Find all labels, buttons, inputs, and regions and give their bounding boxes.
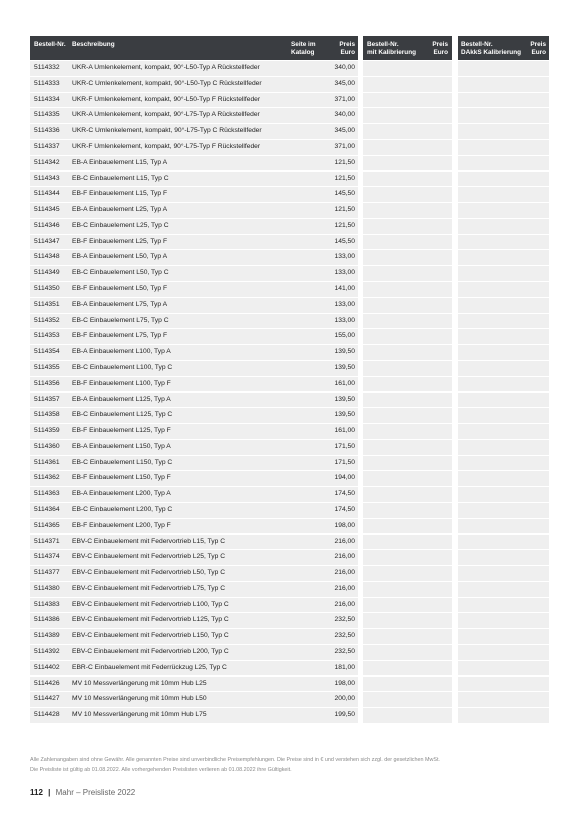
table-row — [30, 187, 358, 202]
order-number-cell: 5114374 — [34, 553, 60, 561]
empty-row — [458, 203, 549, 218]
order-number-cell: 5114386 — [34, 616, 60, 624]
header-price-dakks: Preis Euro — [530, 41, 546, 56]
empty-row — [363, 471, 452, 486]
order-number-cell: 5114337 — [34, 143, 60, 150]
table-row — [30, 550, 358, 565]
order-number-cell: 5114347 — [34, 237, 60, 245]
empty-row — [458, 440, 549, 455]
table-row — [30, 61, 358, 76]
empty-row — [458, 503, 549, 518]
empty-row — [458, 282, 549, 297]
legal-note — [30, 755, 440, 775]
description-cell: UKR-A Umlenkelement, kompakt, 90°-L75-Typ A Rückstellfeder — [72, 111, 260, 119]
table-row — [30, 535, 358, 550]
price-cell: 194,00 — [334, 474, 355, 482]
price-cell: 232,50 — [334, 616, 355, 624]
order-number-cell: 5114351 — [34, 300, 60, 308]
price-cell: 345,00 — [334, 79, 355, 87]
description-cell: EB-F Einbauelement L200, Typ F — [72, 521, 171, 529]
price-cell: 340,00 — [334, 111, 355, 119]
empty-row — [458, 535, 549, 550]
order-number-cell: 5114371 — [34, 537, 60, 545]
table-row — [30, 471, 358, 486]
order-number-cell: 5114346 — [34, 221, 60, 229]
table-row — [30, 519, 358, 534]
empty-row — [363, 61, 452, 76]
table-row — [30, 393, 358, 408]
empty-row — [458, 156, 549, 171]
price-cell: 133,00 — [334, 316, 355, 324]
order-number-cell: 5114355 — [34, 363, 60, 371]
table-row — [30, 235, 358, 250]
empty-row — [363, 708, 452, 723]
order-number-cell: 5114361 — [34, 458, 60, 466]
price-cell: 232,50 — [334, 632, 355, 640]
table-row — [30, 456, 358, 471]
price-cell: 133,00 — [334, 253, 355, 261]
empty-row — [458, 77, 549, 92]
empty-row — [458, 471, 549, 486]
price-cell: 232,50 — [334, 648, 355, 655]
description-cell: UKR-F Umlenkelement, kompakt, 90°-L50-Typ F Rückstellfeder — [72, 95, 261, 103]
empty-row — [458, 345, 549, 360]
table-row — [30, 708, 358, 723]
table-row — [30, 503, 358, 518]
description-cell: MV 10 Messverlängerung mit 10mm Hub L50 — [72, 695, 207, 703]
empty-row — [363, 93, 452, 108]
page-footer — [30, 788, 135, 797]
description-cell: EB-A Einbauelement L15, Typ A — [72, 158, 168, 166]
empty-row — [458, 456, 549, 471]
description-cell: EB-F Einbauelement L50, Typ F — [72, 285, 168, 293]
price-cell: 121,50 — [334, 158, 355, 166]
price-cell: 161,00 — [334, 427, 355, 435]
description-cell: EBV-C Einbauelement mit Federvortrieb L100, Typ C — [72, 600, 229, 608]
header-description: Beschreibung — [72, 41, 115, 48]
empty-row — [363, 219, 452, 234]
description-cell: EB-C Einbauelement L25, Typ C — [72, 221, 169, 229]
order-number-cell: 5114428 — [34, 711, 60, 719]
price-cell: 199,50 — [334, 711, 355, 719]
price-cell: 171,50 — [334, 458, 355, 466]
empty-row — [458, 361, 549, 376]
price-cell: 121,50 — [334, 206, 355, 214]
empty-row — [363, 424, 452, 439]
empty-row — [458, 250, 549, 265]
price-cell: 198,00 — [334, 521, 355, 529]
table-row — [30, 345, 358, 360]
description-cell: EB-C Einbauelement L200, Typ C — [72, 505, 173, 513]
order-number-cell: 5114348 — [34, 253, 60, 261]
description-cell: EBV-C Einbauelement mit Federvortrieb L50, Typ C — [72, 569, 226, 577]
table-row — [30, 424, 358, 439]
description-cell: MV 10 Messverlängerung mit 10mm Hub L25 — [72, 679, 207, 687]
description-cell: EB-F Einbauelement L25, Typ F — [72, 237, 168, 245]
empty-row — [458, 172, 549, 187]
table-row — [30, 298, 358, 313]
table-row — [30, 661, 358, 676]
empty-row — [458, 314, 549, 329]
empty-row — [363, 108, 452, 123]
price-cell: 121,50 — [334, 174, 355, 182]
price-cell: 121,50 — [334, 221, 355, 229]
table-row — [30, 282, 358, 297]
empty-row — [458, 661, 549, 676]
empty-row — [458, 298, 549, 313]
empty-row — [458, 519, 549, 534]
table-row — [30, 692, 358, 707]
table-row — [30, 582, 358, 597]
price-cell: 340,00 — [334, 64, 355, 72]
empty-row — [363, 250, 452, 265]
empty-row — [363, 172, 452, 187]
order-number-cell: 5114342 — [34, 158, 60, 166]
order-number-cell: 5114383 — [34, 600, 60, 608]
order-number-cell: 5114364 — [34, 505, 60, 513]
empty-row — [458, 645, 549, 660]
empty-row — [458, 566, 549, 581]
description-cell: EBV-C Einbauelement mit Federvortrieb L200, Typ C — [72, 648, 229, 655]
price-cell: 145,50 — [334, 190, 355, 198]
order-number-cell: 5114365 — [34, 521, 60, 529]
order-number-cell: 5114402 — [34, 663, 60, 671]
description-cell: EBV-C Einbauelement mit Federvortrieb L15, Typ C — [72, 537, 226, 545]
order-number-cell: 5114362 — [34, 474, 60, 482]
order-number-cell: 5114363 — [34, 490, 60, 498]
price-cell: 345,00 — [334, 127, 355, 135]
empty-row — [458, 550, 549, 565]
table-row — [30, 598, 358, 613]
empty-row — [363, 345, 452, 360]
table-row — [30, 140, 358, 155]
order-number-cell: 5114345 — [34, 206, 60, 214]
empty-row — [363, 314, 452, 329]
empty-row — [363, 440, 452, 455]
order-number-cell: 5114334 — [34, 95, 60, 103]
order-number-cell: 5114344 — [34, 190, 60, 198]
price-cell: 139,50 — [334, 395, 355, 403]
empty-row — [363, 377, 452, 392]
price-cell: 145,50 — [334, 237, 355, 245]
empty-row — [363, 487, 452, 502]
description-cell: EBV-C Einbauelement mit Federvortrieb L150, Typ C — [72, 632, 229, 640]
order-number-cell: 5114389 — [34, 632, 60, 640]
empty-row — [458, 393, 549, 408]
description-cell: UKR-A Umlenkelement, kompakt, 90°-L50-Typ A Rückstellfeder — [72, 64, 260, 72]
table-row — [30, 124, 358, 139]
order-number-cell: 5114332 — [34, 64, 60, 72]
empty-row — [363, 203, 452, 218]
header-catalog-page: Seite im Katalog — [291, 41, 316, 56]
order-number-cell: 5114343 — [34, 174, 60, 182]
description-cell: UKR-C Umlenkelement, kompakt, 90°-L50-Typ C Rückstellfeder — [72, 79, 262, 87]
header-price-calibration: Preis Euro — [432, 41, 448, 56]
description-cell: EBV-C Einbauelement mit Federvortrieb L75, Typ C — [72, 584, 226, 592]
empty-row — [363, 140, 452, 155]
price-cell: 174,50 — [334, 490, 355, 498]
price-cell: 139,50 — [334, 348, 355, 356]
empty-row — [458, 140, 549, 155]
price-cell: 141,00 — [334, 285, 355, 293]
table-row — [30, 156, 358, 171]
empty-row — [458, 677, 549, 692]
empty-row — [363, 629, 452, 644]
description-cell: UKR-F Umlenkelement, kompakt, 90°-L75-Typ F Rückstellfeder — [72, 143, 261, 150]
table-row — [30, 613, 358, 628]
price-table — [30, 36, 358, 723]
empty-row — [458, 424, 549, 439]
description-cell: EB-A Einbauelement L100, Typ A — [72, 348, 171, 356]
table-row — [30, 377, 358, 392]
empty-row — [458, 329, 549, 344]
order-number-cell: 5114349 — [34, 269, 60, 277]
footer-separator: | — [48, 788, 51, 797]
table-row — [30, 108, 358, 123]
empty-row — [363, 298, 452, 313]
order-number-cell: 5114353 — [34, 332, 60, 340]
header-price: Preis Euro — [339, 41, 355, 56]
description-cell: EB-A Einbauelement L125, Typ A — [72, 395, 171, 403]
empty-row — [458, 582, 549, 597]
price-cell: 155,00 — [334, 332, 355, 340]
empty-row — [363, 408, 452, 423]
empty-row — [363, 187, 452, 202]
empty-row — [363, 235, 452, 250]
table-row — [30, 645, 358, 660]
description-cell: EB-C Einbauelement L50, Typ C — [72, 269, 169, 277]
price-cell: 216,00 — [334, 584, 355, 592]
order-number-cell: 5114358 — [34, 411, 60, 419]
price-cell: 133,00 — [334, 300, 355, 308]
empty-row — [363, 692, 452, 707]
order-number-cell: 5114359 — [34, 427, 60, 435]
empty-row — [458, 692, 549, 707]
empty-row — [363, 677, 452, 692]
table-row — [30, 361, 358, 376]
price-cell: 216,00 — [334, 569, 355, 577]
order-number-cell: 5114350 — [34, 285, 60, 293]
description-cell: EB-C Einbauelement L75, Typ C — [72, 316, 169, 324]
description-cell: EB-A Einbauelement L200, Typ A — [72, 490, 171, 498]
table-row — [30, 408, 358, 423]
calibration-table — [363, 36, 452, 723]
price-cell: 200,00 — [334, 695, 355, 703]
description-cell: EBV-C Einbauelement mit Federvortrieb L25, Typ C — [72, 553, 226, 561]
description-cell: EB-A Einbauelement L150, Typ A — [72, 442, 171, 450]
table-row — [30, 329, 358, 344]
calibration-table-header — [363, 36, 452, 60]
empty-row — [458, 613, 549, 628]
empty-row — [363, 282, 452, 297]
table-row — [30, 440, 358, 455]
table-row — [30, 172, 358, 187]
empty-row — [363, 266, 452, 281]
empty-row — [458, 187, 549, 202]
empty-row — [458, 598, 549, 613]
order-number-cell: 5114380 — [34, 584, 60, 592]
header-order-no-calibration: Bestell-Nr. mit Kalibrierung — [367, 41, 417, 56]
description-cell: EB-A Einbauelement L25, Typ A — [72, 206, 168, 214]
empty-row — [363, 613, 452, 628]
legal-note-line-1: Alle Zahlenangaben sind ohne Gewähr. Alle genannten Preise sind unverbindliche Preisempfehlungen. Die Preise sind in € und verstehen sich zzgl. der gesetzlichen MwSt. — [30, 757, 440, 763]
order-number-cell: 5114427 — [34, 695, 60, 703]
table-row — [30, 566, 358, 581]
empty-row — [458, 61, 549, 76]
empty-row — [363, 393, 452, 408]
price-cell: 174,50 — [334, 505, 355, 513]
dakks-table-header — [458, 36, 549, 60]
order-number-cell: 5114360 — [34, 442, 60, 450]
description-cell: EB-C Einbauelement L125, Typ C — [72, 411, 173, 419]
empty-row — [458, 266, 549, 281]
description-cell: EB-A Einbauelement L75, Typ A — [72, 300, 168, 308]
empty-row — [363, 550, 452, 565]
price-cell: 139,50 — [334, 411, 355, 419]
empty-row — [363, 124, 452, 139]
empty-row — [363, 582, 452, 597]
table-row — [30, 314, 358, 329]
empty-row — [458, 108, 549, 123]
empty-row — [363, 156, 452, 171]
price-cell: 371,00 — [334, 95, 355, 103]
table-row — [30, 203, 358, 218]
table-row — [30, 219, 358, 234]
order-number-cell: 5114354 — [34, 348, 60, 356]
description-cell: EB-A Einbauelement L50, Typ A — [72, 253, 168, 261]
price-cell: 161,00 — [334, 379, 355, 387]
table-row — [30, 77, 358, 92]
description-cell: EBV-C Einbauelement mit Federvortrieb L125, Typ C — [72, 616, 229, 624]
empty-row — [363, 566, 452, 581]
empty-row — [363, 598, 452, 613]
page-number: 112 — [30, 788, 43, 797]
document-title: Mahr – Preisliste 2022 — [55, 788, 136, 797]
description-cell: EB-F Einbauelement L15, Typ F — [72, 190, 168, 198]
description-cell: EB-F Einbauelement L125, Typ F — [72, 427, 171, 435]
order-number-cell: 5114392 — [34, 648, 60, 655]
empty-row — [458, 235, 549, 250]
empty-row — [363, 645, 452, 660]
order-number-cell: 5114426 — [34, 679, 60, 687]
empty-row — [458, 219, 549, 234]
price-cell: 371,00 — [334, 143, 355, 150]
empty-row — [363, 77, 452, 92]
price-cell: 198,00 — [334, 679, 355, 687]
order-number-cell: 5114335 — [34, 111, 60, 119]
empty-row — [363, 661, 452, 676]
empty-row — [458, 93, 549, 108]
empty-row — [363, 519, 452, 534]
order-number-cell: 5114356 — [34, 379, 60, 387]
description-cell: EB-C Einbauelement L150, Typ C — [72, 458, 173, 466]
description-cell: UKR-C Umlenkelement, kompakt, 90°-L75-Typ C Rückstellfeder — [72, 127, 262, 135]
description-cell: EB-C Einbauelement L100, Typ C — [72, 363, 173, 371]
dakks-calibration-table — [458, 36, 549, 723]
table-row — [30, 677, 358, 692]
description-cell: EB-F Einbauelement L75, Typ F — [72, 332, 168, 340]
description-cell: EB-C Einbauelement L15, Typ C — [72, 174, 169, 182]
price-cell: 181,00 — [334, 663, 355, 671]
empty-row — [363, 456, 452, 471]
table-row — [30, 487, 358, 502]
header-order-no-dakks: Bestell-Nr. DAkkS Kalibrierung — [461, 41, 522, 56]
price-cell: 171,50 — [334, 442, 355, 450]
price-cell: 216,00 — [334, 600, 355, 608]
order-number-cell: 5114377 — [34, 569, 60, 577]
empty-row — [363, 361, 452, 376]
header-order-no: Bestell-Nr. — [34, 41, 66, 48]
price-cell: 216,00 — [334, 553, 355, 561]
legal-note-line-2: Die Preisliste ist gültig ab 01.08.2022. Alle vorhergehenden Preislisten verlieren ab 01.08.2022 ihre Gültigkeit. — [30, 767, 292, 773]
table-row — [30, 266, 358, 281]
description-cell: EB-F Einbauelement L150, Typ F — [72, 474, 171, 482]
table-row — [30, 629, 358, 644]
order-number-cell: 5114357 — [34, 395, 60, 403]
table-row — [30, 93, 358, 108]
empty-row — [363, 329, 452, 344]
description-cell: EBR-C Einbauelement mit Federrückzug L25, Typ C — [72, 663, 227, 671]
empty-row — [458, 487, 549, 502]
empty-row — [458, 377, 549, 392]
order-number-cell: 5114352 — [34, 316, 60, 324]
empty-row — [458, 629, 549, 644]
empty-row — [363, 535, 452, 550]
price-cell: 216,00 — [334, 537, 355, 545]
description-cell: EB-F Einbauelement L100, Typ F — [72, 379, 171, 387]
empty-row — [458, 408, 549, 423]
order-number-cell: 5114333 — [34, 79, 60, 87]
empty-row — [363, 503, 452, 518]
price-cell: 133,00 — [334, 269, 355, 277]
price-table-header — [30, 36, 358, 60]
table-row — [30, 250, 358, 265]
order-number-cell: 5114336 — [34, 127, 60, 135]
price-cell: 139,50 — [334, 363, 355, 371]
description-cell: MV 10 Messverlängerung mit 10mm Hub L75 — [72, 711, 207, 719]
empty-row — [458, 708, 549, 723]
empty-row — [458, 124, 549, 139]
